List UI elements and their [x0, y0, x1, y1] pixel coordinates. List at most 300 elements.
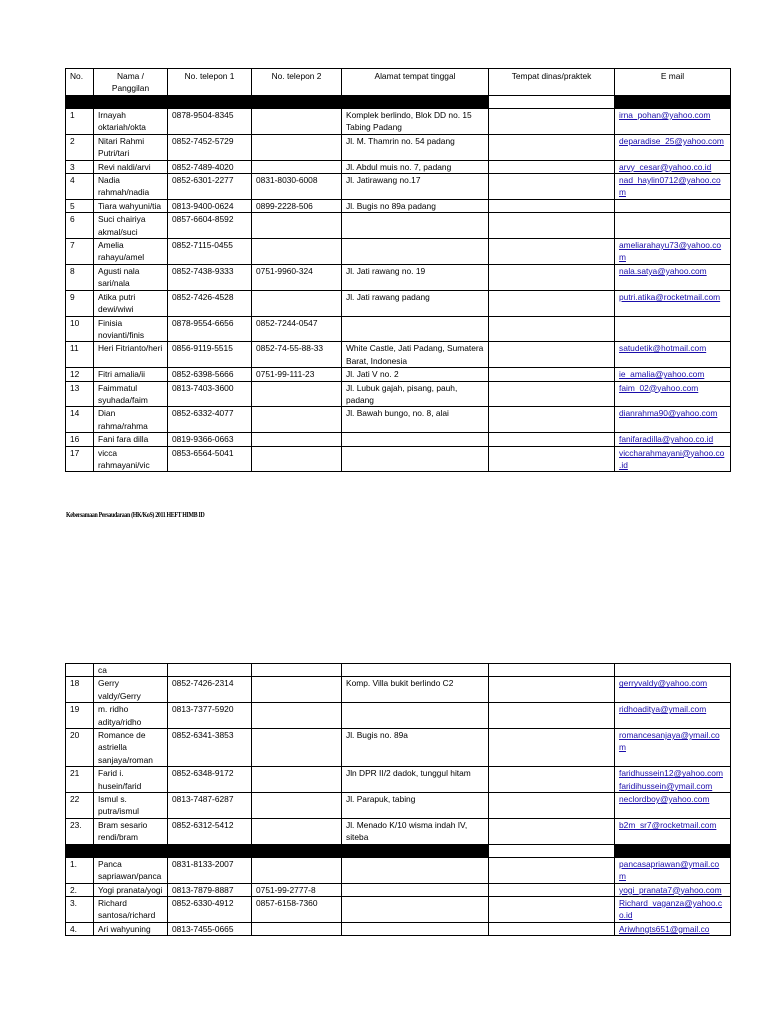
cell-tel2 — [252, 381, 342, 407]
cell-tel1 — [168, 857, 252, 883]
section-band — [66, 844, 731, 857]
cell-no-text: 4. — [70, 923, 77, 934]
cell-no-text: 3 — [70, 161, 75, 172]
cell-workplace — [489, 857, 615, 883]
cell-address-text: White Castle, Jati Padang, Sumatera Barat, Indonesia — [346, 343, 484, 366]
cell-tel1-text: 0852-6312-5412 — [172, 819, 234, 830]
cell-workplace — [489, 883, 615, 896]
cell-tel1-text: 0852-6332-4077 — [172, 408, 234, 419]
cell-name — [94, 857, 168, 883]
cell-tel1 — [168, 213, 252, 239]
cell-tel2-text: 0831-8030-6008 — [256, 175, 318, 186]
cell-no-text: 16 — [70, 434, 80, 445]
cell-tel2 — [252, 793, 342, 819]
cell-no — [66, 883, 94, 896]
cell-address — [342, 677, 489, 703]
cell-address-text: Jl. Lubuk gajah, pisang, pauh, padang — [346, 382, 458, 405]
cell-name — [94, 368, 168, 381]
cell-no — [66, 433, 94, 446]
cell-address — [342, 883, 489, 896]
cell-name-text: Agusti nala sari/nala — [98, 265, 140, 289]
cell-no — [66, 239, 94, 265]
table-row — [66, 213, 731, 239]
cell-address — [342, 433, 489, 446]
cell-workplace — [489, 446, 615, 472]
cell-address-text: Jl. M. Thamrin no. 54 padang — [346, 135, 455, 146]
header-email: E mail — [615, 69, 731, 96]
cell-no — [66, 664, 94, 677]
cell-tel1-text: 0813-7487-6287 — [172, 794, 234, 805]
cell-no — [66, 922, 94, 935]
cell-tel2 — [252, 433, 342, 446]
cell-no — [66, 174, 94, 200]
email-link[interactable]: deparadise_25@yahoo.com — [619, 135, 724, 146]
cell-tel2 — [252, 677, 342, 703]
cell-no-text: 12 — [70, 369, 80, 380]
cell-tel2 — [252, 922, 342, 935]
cell-tel1 — [168, 767, 252, 793]
cell-no — [66, 818, 94, 844]
cell-tel1 — [168, 883, 252, 896]
email-link[interactable]: satudetik@hotmail.com — [619, 343, 707, 354]
cell-tel1-text: 0852-7426-2314 — [172, 678, 234, 689]
cell-email — [615, 446, 731, 472]
cell-email — [615, 342, 731, 368]
cell-name-text: Tiara wahyuni/tia — [98, 200, 161, 211]
cell-tel1-text: 0831-8133-2007 — [172, 858, 234, 869]
cell-tel1-text: 0813-7377-5920 — [172, 704, 234, 715]
email-link[interactable]: ridhoaditya@ymail.com — [619, 704, 707, 715]
cell-name — [94, 818, 168, 844]
cell-no-text: 23. — [70, 819, 82, 830]
cell-email — [615, 767, 731, 793]
cell-name-text: Ari wahyuning — [98, 923, 151, 934]
cell-name — [94, 407, 168, 433]
cell-no-text: 21 — [70, 768, 80, 779]
cell-no — [66, 134, 94, 160]
cell-name-text: Irnayah oktariah/okta — [98, 110, 146, 133]
cell-no-text: 7 — [70, 240, 75, 251]
cell-address — [342, 109, 489, 135]
cell-no-text: 19 — [70, 704, 80, 715]
cell-no-text: 2 — [70, 135, 75, 146]
cell-workplace — [489, 677, 615, 703]
cell-no-text: 14 — [70, 408, 80, 419]
cell-tel1-text: 0813-9400-0624 — [172, 200, 234, 211]
cell-no — [66, 368, 94, 381]
cell-tel1-text: 0852-6330-4912 — [172, 897, 234, 908]
cell-tel1 — [168, 316, 252, 342]
cell-no-text: 11 — [70, 343, 79, 354]
email-link[interactable]: viccharahmayani@yahoo.co.id — [619, 447, 725, 470]
cell-address — [342, 316, 489, 342]
cell-workplace — [489, 342, 615, 368]
cell-name-text: Fani fara dilla — [98, 434, 149, 445]
cell-workplace — [489, 174, 615, 200]
cell-name — [94, 793, 168, 819]
cell-tel1 — [168, 381, 252, 407]
table-row — [66, 677, 731, 703]
header-workplace: Tempat dinas/praktek — [489, 69, 615, 96]
email-link[interactable]: faridihussein@ymail.com — [619, 780, 713, 791]
cell-tel2 — [252, 134, 342, 160]
cell-no-text: 17 — [70, 447, 80, 458]
cell-tel1-text: 0813-7879-8887 — [172, 884, 234, 895]
cell-address — [342, 174, 489, 200]
cell-tel2-text: 0751-9960-324 — [256, 265, 313, 276]
cell-tel2 — [252, 818, 342, 844]
cell-tel1-text: 0813-7403-3600 — [172, 382, 234, 393]
cell-email — [615, 381, 731, 407]
table-row — [66, 368, 731, 381]
cell-tel2 — [252, 368, 342, 381]
cell-email — [615, 703, 731, 729]
cell-workplace — [489, 433, 615, 446]
cell-address-text: Jl. Menado K/10 wisma indah IV, siteba — [346, 819, 468, 843]
cell-address-text: Jl. Jati rawang padang — [346, 291, 430, 302]
cell-name-text: Finisia novianti/finis — [98, 317, 145, 340]
cell-no-text: 1 — [70, 110, 75, 120]
contact-table-page-2 — [65, 663, 731, 936]
header-no: No. — [66, 69, 94, 96]
cell-address — [342, 134, 489, 160]
cell-address-text: Jl. Bugis no. 89a — [346, 730, 408, 741]
table-row — [66, 433, 731, 446]
table-row — [66, 381, 731, 407]
cell-name — [94, 664, 168, 677]
cell-workplace — [489, 290, 615, 316]
cell-tel1-text: 0878-9504-8345 — [172, 110, 234, 120]
cell-address — [342, 793, 489, 819]
cell-address — [342, 818, 489, 844]
cell-name-text: Panca sapriawan/panca — [98, 858, 162, 882]
cell-tel1 — [168, 433, 252, 446]
email-link[interactable]: romancesanjaya@ymail.com — [619, 730, 720, 753]
header-name: Nama / Panggilan — [94, 69, 168, 96]
cell-address — [342, 857, 489, 883]
cell-tel1-text: 0856-9119-5515 — [172, 343, 233, 354]
table-row — [66, 174, 731, 200]
cell-tel2-text: 0857-6158-7360 — [256, 897, 318, 908]
cell-no — [66, 199, 94, 212]
cell-name-text: Yogi pranata/yogi — [98, 884, 163, 895]
email-link[interactable]: fanifaradilla@yahoo.co.id — [619, 434, 714, 445]
cell-tel2 — [252, 109, 342, 135]
table-row — [66, 446, 731, 472]
cell-address — [342, 264, 489, 290]
cell-name — [94, 703, 168, 729]
cell-name-text: Faimmatul syuhada/faim — [98, 382, 148, 405]
cell-no — [66, 264, 94, 290]
cell-name-text: Amelia rahayu/amel — [98, 240, 145, 263]
cell-no-text: 18 — [70, 678, 80, 689]
cell-no — [66, 857, 94, 883]
cell-name-text: vicca rahmayani/vic — [98, 447, 150, 470]
cell-tel1 — [168, 199, 252, 212]
cell-tel1 — [168, 174, 252, 200]
table-row — [66, 857, 731, 883]
cell-address-text: Komp. Villa bukit berlindo C2 — [346, 678, 454, 689]
cell-address — [342, 664, 489, 677]
cell-address — [342, 729, 489, 767]
cell-name — [94, 896, 168, 922]
table-row — [66, 290, 731, 316]
cell-workplace — [489, 407, 615, 433]
cell-workplace — [489, 922, 615, 935]
cell-tel1 — [168, 729, 252, 767]
cell-name — [94, 109, 168, 135]
cell-no — [66, 767, 94, 793]
cell-tel1 — [168, 239, 252, 265]
cell-email — [615, 213, 731, 239]
header-tel1: No. telepon 1 — [168, 69, 252, 96]
cell-name-text: Nadia rahmah/nadia — [98, 175, 150, 198]
table-row — [66, 109, 731, 135]
email-link[interactable]: ameliarahayu73@yahoo.com — [619, 240, 722, 263]
cell-no-text: 2. — [70, 884, 77, 895]
cell-tel2 — [252, 213, 342, 239]
cell-name-text: Dian rahma/rahma — [98, 408, 148, 431]
cell-tel1 — [168, 677, 252, 703]
email-link[interactable]: ie_amalia@yahoo.com — [619, 369, 705, 380]
cell-address — [342, 922, 489, 935]
cell-tel2 — [252, 290, 342, 316]
cell-name — [94, 213, 168, 239]
cell-email — [615, 290, 731, 316]
cell-tel2 — [252, 767, 342, 793]
table-row — [66, 407, 731, 433]
email-link[interactable]: Richard_vaganza@yahoo.co.id — [619, 897, 723, 921]
cell-no — [66, 446, 94, 472]
cell-no — [66, 109, 94, 135]
cell-no — [66, 290, 94, 316]
email-link[interactable]: yogi_pranata7@yahoo.com — [619, 884, 722, 895]
cell-tel2 — [252, 407, 342, 433]
cell-email — [615, 160, 731, 173]
cell-tel1-text: 0852-7426-4528 — [172, 291, 234, 302]
cell-name — [94, 446, 168, 472]
cell-no — [66, 316, 94, 342]
cell-tel1-text: 0878-9554-6656 — [172, 317, 234, 328]
cell-tel1 — [168, 818, 252, 844]
cell-address-text: Jl. Jati rawang no. 19 — [346, 265, 426, 276]
cell-address — [342, 239, 489, 265]
cell-email — [615, 316, 731, 342]
cell-name — [94, 677, 168, 703]
cell-address-text: Komplek berlindo, Blok DD no. 15 Tabing Padang — [346, 110, 472, 133]
table-row — [66, 818, 731, 844]
cell-workplace — [489, 316, 615, 342]
email-link[interactable]: faridhussein12@yahoo.com — [619, 768, 723, 779]
cell-address — [342, 342, 489, 368]
cell-workplace — [489, 664, 615, 677]
cell-tel1 — [168, 368, 252, 381]
cell-email — [615, 729, 731, 767]
cell-email — [615, 793, 731, 819]
cell-email — [615, 134, 731, 160]
table-row — [66, 883, 731, 896]
cell-no — [66, 793, 94, 819]
cell-address — [342, 213, 489, 239]
cell-no — [66, 703, 94, 729]
cell-name — [94, 160, 168, 173]
cell-no — [66, 407, 94, 433]
cell-address — [342, 381, 489, 407]
cell-tel1-text: 0852-6348-9172 — [172, 768, 234, 779]
cell-name — [94, 767, 168, 793]
cell-name-text: m. ridho aditya/ridho — [98, 704, 142, 727]
cell-no-text: 13 — [70, 382, 80, 393]
header-address: Alamat tempat tinggal — [342, 69, 489, 96]
cell-address-text: Jln DPR II/2 dadok, tunggul hitam — [346, 768, 471, 779]
cell-tel1 — [168, 703, 252, 729]
cell-address — [342, 199, 489, 212]
cell-name-text: Bram sesario rendi/bram — [98, 819, 148, 843]
cell-name-text: ca — [98, 665, 107, 675]
cell-name-text: Suci chairiya akmal/suci — [98, 214, 146, 237]
section-band — [66, 96, 731, 109]
email-link[interactable]: gerryvaldy@yahoo.com — [619, 678, 708, 689]
email-link[interactable]: Ariwhngts651@gmail.co — [619, 923, 710, 934]
cell-no-text: 1. — [70, 858, 77, 869]
cell-workplace — [489, 264, 615, 290]
cell-tel2 — [252, 342, 342, 368]
cell-name — [94, 883, 168, 896]
table-row — [66, 922, 731, 935]
cell-workplace — [489, 729, 615, 767]
cell-email — [615, 664, 731, 677]
cell-tel1 — [168, 134, 252, 160]
cell-workplace — [489, 793, 615, 819]
cell-no-text: 9 — [70, 291, 75, 302]
cell-workplace — [489, 109, 615, 135]
email-link[interactable]: nad_haylin0712@yahoo.com — [619, 175, 721, 198]
cell-tel2 — [252, 896, 342, 922]
table-row — [66, 703, 731, 729]
cell-tel1-text: 0852-7452-5729 — [172, 135, 234, 146]
email-link[interactable]: pancasapriawan@ymail.com — [619, 858, 720, 882]
cell-email — [615, 922, 731, 935]
cell-name-text: Farid i. husein/farid — [98, 768, 142, 791]
cell-email — [615, 199, 731, 212]
cell-tel1-text: 0852-6341-3853 — [172, 730, 234, 741]
table-row — [66, 342, 731, 368]
cell-email — [615, 677, 731, 703]
cell-tel1 — [168, 793, 252, 819]
cell-tel1 — [168, 896, 252, 922]
cell-workplace — [489, 767, 615, 793]
cell-tel1 — [168, 109, 252, 135]
cell-email — [615, 109, 731, 135]
cell-name-text: Heri Fitrianto/heri — [98, 343, 163, 354]
cell-tel2 — [252, 160, 342, 173]
cell-tel2 — [252, 883, 342, 896]
cell-name — [94, 433, 168, 446]
cell-address-text: Jl. Bugis no 89a padang — [346, 200, 436, 211]
header-row — [66, 69, 731, 96]
cell-workplace — [489, 134, 615, 160]
cell-tel2-text: 0751-99-111-23 — [256, 369, 315, 380]
cell-tel2 — [252, 664, 342, 677]
cell-tel2 — [252, 703, 342, 729]
cell-name-text: Ismul s. putra/ismul — [98, 794, 139, 817]
cell-tel2-text: 0899-2228-506 — [256, 200, 313, 211]
cell-tel2 — [252, 239, 342, 265]
email-link[interactable]: b2m_sr7@rocketmail.com — [619, 819, 717, 830]
email-link[interactable]: putri.atika@rocketmail.com — [619, 291, 721, 302]
cell-workplace — [489, 896, 615, 922]
cell-address — [342, 703, 489, 729]
cell-name — [94, 290, 168, 316]
cell-no — [66, 160, 94, 173]
table-row — [66, 767, 731, 793]
cell-name-text: Revi naldi/arvi — [98, 161, 151, 172]
cell-workplace — [489, 199, 615, 212]
cell-tel1-text: 0852-7438-9333 — [172, 265, 234, 276]
cell-address-text: Jl. Bawah bungo, no. 8, alai — [346, 408, 449, 419]
cell-no — [66, 342, 94, 368]
cell-tel1-text: 0819-9366-0663 — [172, 434, 234, 445]
cell-tel1-text: 0813-7455-0665 — [172, 923, 234, 934]
cell-address — [342, 407, 489, 433]
email-link[interactable]: nala.satya@yahoo.com — [619, 265, 707, 276]
cell-tel1-text: 0852-6398-5666 — [172, 369, 234, 380]
cell-email — [615, 407, 731, 433]
contact-table-page-1 — [65, 68, 731, 472]
cell-no-text: 8 — [70, 265, 75, 276]
table-row — [66, 199, 731, 212]
cell-address-text: Jl. Parapuk, tabing — [346, 794, 416, 805]
cell-workplace — [489, 213, 615, 239]
cell-tel1 — [168, 664, 252, 677]
cell-name — [94, 729, 168, 767]
table-row — [66, 264, 731, 290]
cell-tel1 — [168, 922, 252, 935]
cell-tel2 — [252, 174, 342, 200]
cell-no-text: 20 — [70, 730, 80, 741]
table-row — [66, 239, 731, 265]
cell-no-text: 3. — [70, 897, 77, 908]
cell-name — [94, 316, 168, 342]
cell-no-text: 10 — [70, 317, 80, 328]
cell-name — [94, 199, 168, 212]
cell-no — [66, 677, 94, 703]
page-footer: Kebersamaan Persaudaraan (HK/KoS) 2011 HEFT HIMB ID — [66, 511, 205, 519]
cell-name — [94, 342, 168, 368]
cell-email — [615, 433, 731, 446]
email-link[interactable]: neclordboy@yahoo.com — [619, 794, 710, 805]
cell-tel2-text: 0852-7244-0547 — [256, 317, 318, 328]
cell-tel1 — [168, 264, 252, 290]
cell-address — [342, 767, 489, 793]
email-link[interactable]: dianrahma90@yahoo.com — [619, 408, 718, 419]
cell-workplace — [489, 368, 615, 381]
cell-name — [94, 134, 168, 160]
email-link[interactable]: irna_pohan@yahoo.com — [619, 110, 711, 120]
email-link[interactable]: faim_02@yahoo.com — [619, 382, 699, 393]
cell-name — [94, 174, 168, 200]
cell-name-text: Nitari Rahmi Putri/tari — [98, 135, 145, 159]
cell-email — [615, 174, 731, 200]
cell-name — [94, 239, 168, 265]
cell-name-text: Romance de astriella sanjaya/roman — [98, 730, 153, 765]
email-link[interactable]: arvy_cesar@yahoo.co.id — [619, 161, 712, 172]
cell-tel1 — [168, 342, 252, 368]
cell-tel2 — [252, 446, 342, 472]
cell-no-text: 4 — [70, 175, 75, 186]
cell-address — [342, 896, 489, 922]
cell-address — [342, 160, 489, 173]
